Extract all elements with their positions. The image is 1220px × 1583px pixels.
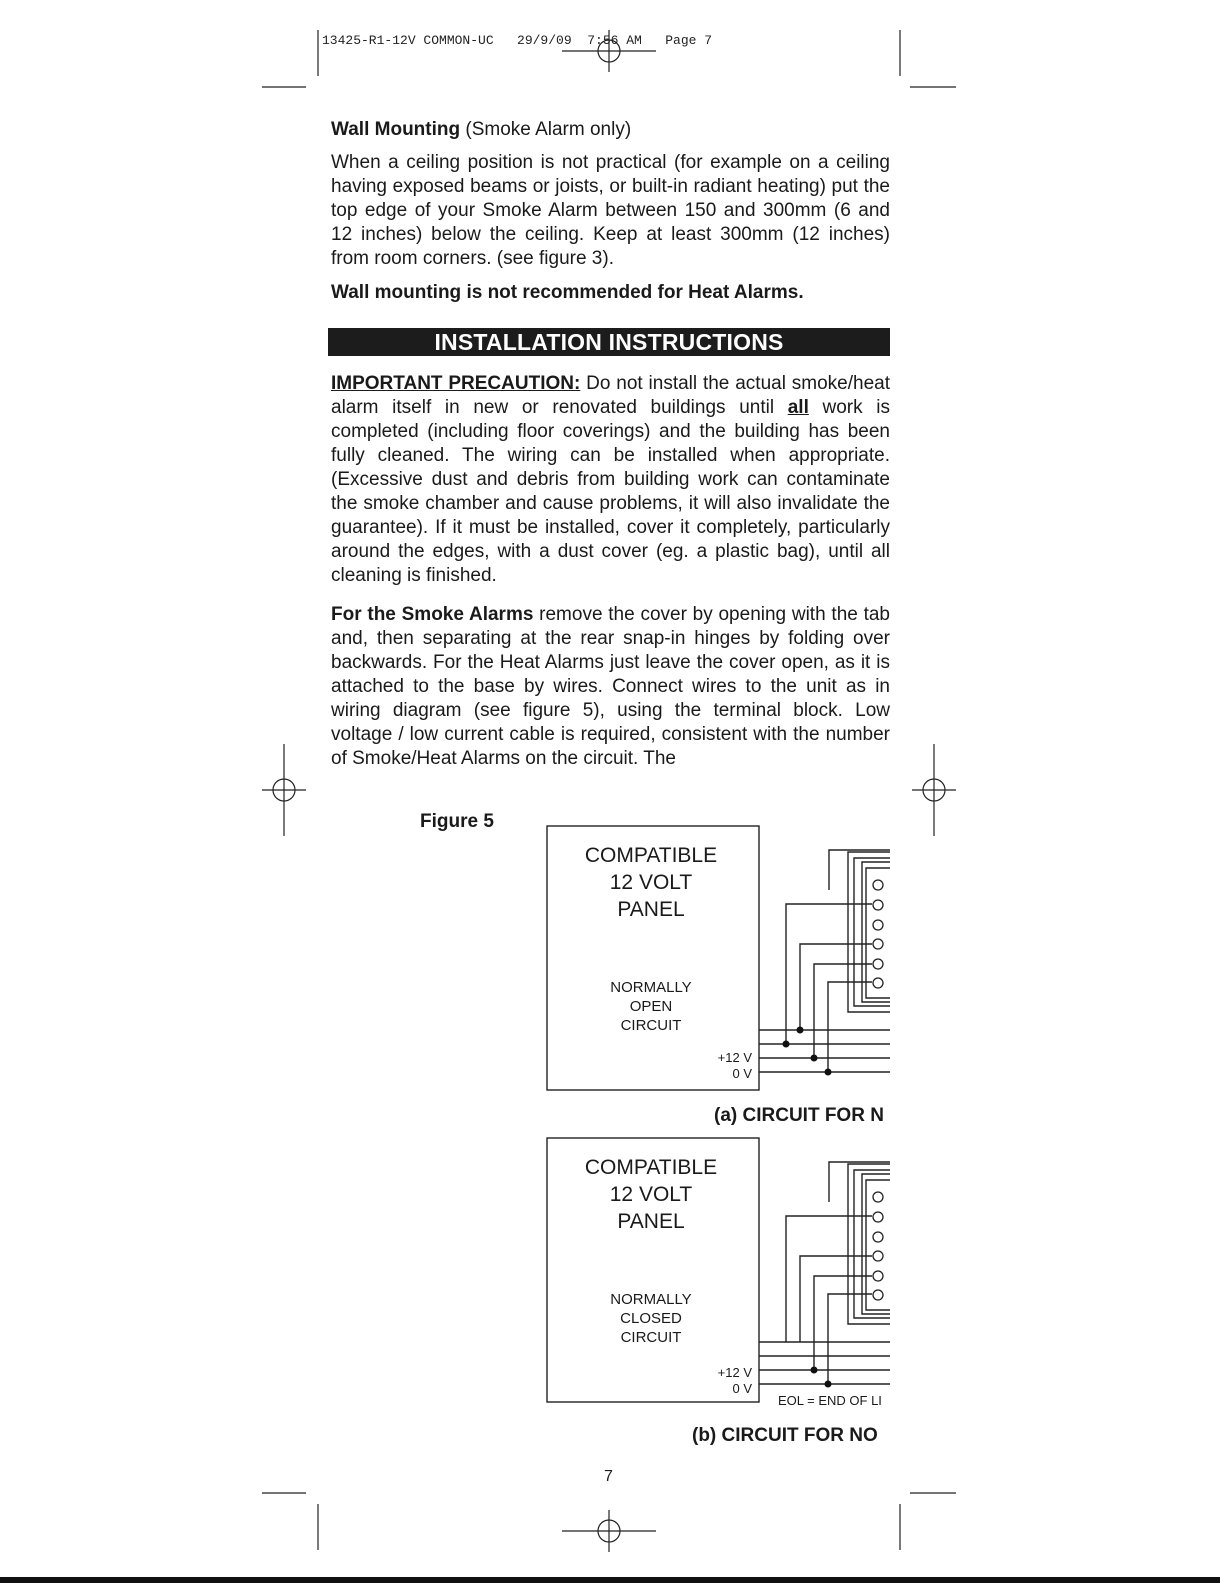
header-slug: 13425-R1-12V COMMON-UC 29/9/09 7:56 AM Page 7 [322, 33, 713, 48]
precaution-emphasis: all [787, 397, 809, 418]
wall-mounting-note: Wall mounting is not recommended for Heat Alarms. [331, 282, 804, 303]
wall-mounting-title: Wall Mounting [331, 119, 461, 140]
panel-a-line1: COMPATIBLE [584, 844, 718, 867]
smoke-alarm-lead: For the Smoke Alarms [331, 604, 534, 625]
precaution-text-b: work is completed (including floor coverings) and the building has been fully cleaned. The wiring can be installed when appropriate. (Excessive dust and debris from building work can contaminate the smoke chamber and cause problems, it will also invalidate the guarantee). If it must be installed, cover it completely, particularly around the edges, with a dust cover (eg. a plastic bag), until all cleaning is finished. [331, 397, 890, 586]
panel-a-mode2: OPEN [629, 998, 673, 1015]
section-heading: INSTALLATION INSTRUCTIONS [328, 328, 890, 356]
panel-b-line2: 12 VOLT [609, 1183, 693, 1206]
panel-b-mode1: NORMALLY [610, 1291, 692, 1308]
panel-a-v0: 0 V [732, 1066, 752, 1081]
page-number: 7 [604, 1468, 613, 1485]
panel-a-mode1: NORMALLY [610, 979, 692, 996]
panel-a-mode3: CIRCUIT [620, 1017, 682, 1034]
panel-b-line1: COMPATIBLE [584, 1156, 718, 1179]
panel-b-v12: +12 V [717, 1365, 752, 1380]
panel-b-mode2: CLOSED [620, 1310, 682, 1327]
precaution-text-a: Do not install the actual smoke/heat alarm itself in new or renovated buildings until [331, 373, 890, 418]
panel-b-v0: 0 V [732, 1381, 752, 1396]
precaution-label: IMPORTANT PRECAUTION: [331, 373, 581, 394]
panel-b-line3: PANEL [617, 1210, 685, 1233]
panel-a-line2: 12 VOLT [609, 871, 693, 894]
panel-a-v12: +12 V [717, 1050, 752, 1065]
panel-b-caption: (b) CIRCUIT FOR NO [692, 1425, 878, 1446]
wall-mounting-title-suffix: (Smoke Alarm only) [460, 119, 632, 140]
figure-label: Figure 5 [420, 811, 494, 832]
panel-a-line3: PANEL [617, 898, 685, 921]
panel-b-eol-note: EOL = END OF LI [778, 1393, 882, 1408]
panel-b-mode3: CIRCUIT [620, 1329, 682, 1346]
smoke-alarm-text: remove the cover by opening with the tab and, then separating at the rear snap-in hinges by folding over backwards. For the Heat Alarms just leave the cover open, as it is attached to the base by wires. Connect wires to the unit as in wiring diagram (see figure 5), using the terminal block. Low voltage / low current cable is required, consistent with the number of Smoke/Heat Alarms on the circuit. The [331, 604, 890, 769]
wall-mounting-body: When a ceiling position is not practical (for example on a ceiling having exposed beams or joists, or built-in radiant heating) put the top edge of your Smoke Alarm between 150 and 300mm (6 and 12 inches) below the ceiling. Keep at least 300mm (12 inches) from room corners. (see figure 3). [331, 152, 890, 269]
panel-a-caption: (a) CIRCUIT FOR N [714, 1105, 884, 1126]
